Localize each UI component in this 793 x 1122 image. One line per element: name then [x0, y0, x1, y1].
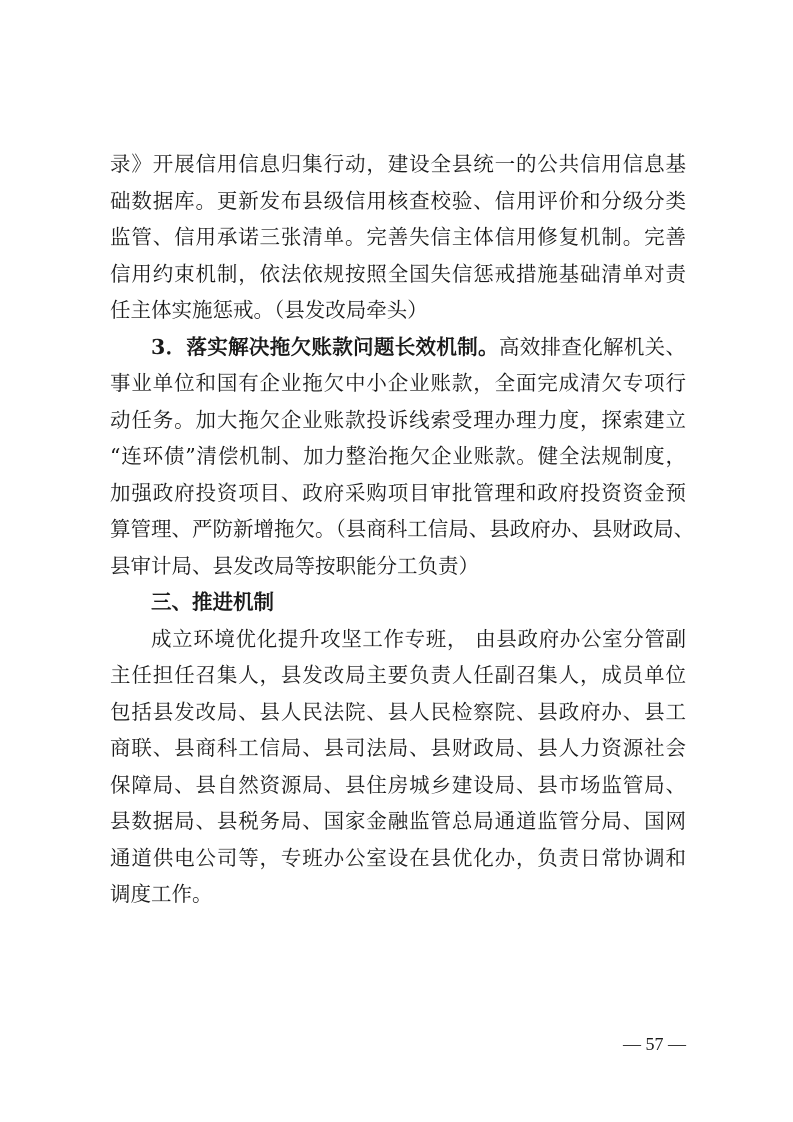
text-line: 动任务。加大拖欠企业账款投诉线索受理办理力度，探索建立 — [110, 407, 686, 432]
text-line: 信用约束机制，依法依规按照全国失信惩戒措施基础清单对责 — [110, 261, 686, 286]
text-line: “连环债”清偿机制、加力整治拖欠企业账款。健全法规制度， — [110, 444, 686, 468]
section-heading: 三、推进机制 — [151, 590, 274, 614]
text-line: 础数据库。更新发布县级信用核查校验、信用评价和分级分类 — [110, 188, 686, 213]
text-line: 县审计局、县发改局等按职能分工负责） — [110, 553, 479, 578]
item-text: 高效排查化解机关、 — [498, 334, 687, 359]
text-line: 保障局、县自然资源局、县住房城乡建设局、县市场监管局、 — [110, 772, 686, 797]
text-line — [110, 329, 686, 366]
text-line: 录》开展信用信息归集行动，建设全县统一的公共信用信息基 — [110, 152, 686, 176]
text-line: 调度工作。 — [110, 882, 213, 906]
body-text — [110, 146, 695, 913]
text-line: 县数据局、县税务局、国家金融监管总局通道监管分局、国网 — [110, 809, 686, 833]
paragraph-credit-system — [110, 146, 686, 329]
text-line: 通道供电公司等，专班办公室设在县优化办，负责日常协调和 — [110, 845, 686, 870]
text-line: 主任担任召集人，县发改局主要负责人任副召集人，成员单位 — [110, 663, 686, 687]
paragraph-task-force — [110, 621, 686, 913]
page-number: — 57 — — [623, 1034, 686, 1054]
text-line: 商联、县商科工信局、县司法局、县财政局、县人力资源社会 — [110, 736, 686, 760]
text-line: 包括县发改局、县人民法院、县人民检察院、县政府办、县工 — [110, 699, 686, 724]
text-line: 算管理、严防新增拖欠。（县商科工信局、县政府办、县财政局、 — [110, 517, 695, 541]
item-title: 3．落实解决拖欠账款问题长效机制。 — [151, 334, 499, 359]
text-line: 监管、信用承诺三张清单。完善失信主体信用修复机制。完善 — [110, 225, 686, 249]
text-line: 任主体实施惩戒。（县发改局牵头） — [110, 298, 428, 322]
text-line: 成立环境优化提升攻坚工作专班， 由县政府办公室分管副 — [151, 626, 686, 651]
text-line: 加强政府投资项目、政府采购项目审批管理和政府投资资金预 — [110, 480, 686, 505]
paragraph-arrears-mechanism — [110, 329, 695, 585]
text-line: 事业单位和国有企业拖欠中小企业账款，全面完成清欠专项行 — [110, 371, 686, 395]
